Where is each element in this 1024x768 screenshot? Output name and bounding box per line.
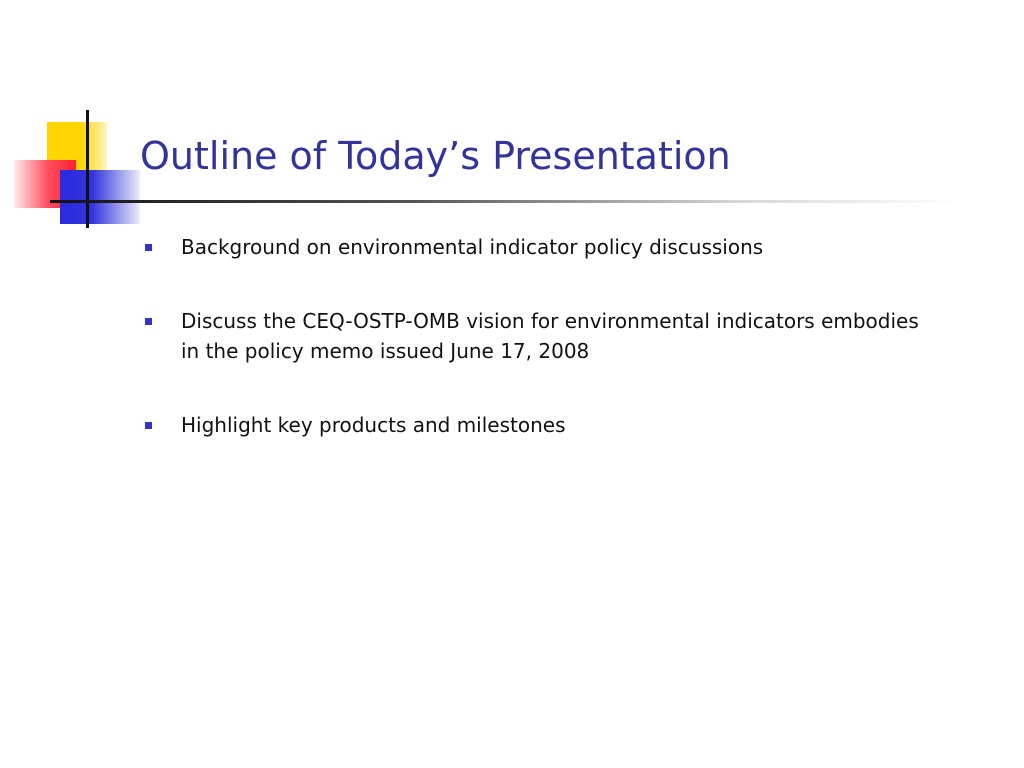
- logo-blue-square: [60, 170, 140, 224]
- title-underline: [50, 200, 960, 203]
- bullet-square-icon: [145, 422, 152, 429]
- bullet-item: [140, 410, 940, 440]
- bullet-square-icon: [145, 244, 152, 251]
- bullet-list: [140, 232, 940, 484]
- bullet-square-icon: [145, 318, 152, 325]
- bullet-text: Highlight key products and milestones: [181, 413, 566, 437]
- bullet-text: Discuss the CEQ-OSTP-OMB vision for environmental indicators embodies in the policy memo issued June 17, 2008: [181, 309, 919, 363]
- bullet-item: [140, 306, 940, 366]
- bullet-text: Background on environmental indicator policy discussions: [181, 235, 764, 259]
- corner-logo-icon: [0, 100, 150, 240]
- bullet-item: [140, 232, 940, 262]
- slide-title: Outline of Today’s Presentation: [140, 134, 731, 178]
- logo-vertical-line: [86, 110, 89, 228]
